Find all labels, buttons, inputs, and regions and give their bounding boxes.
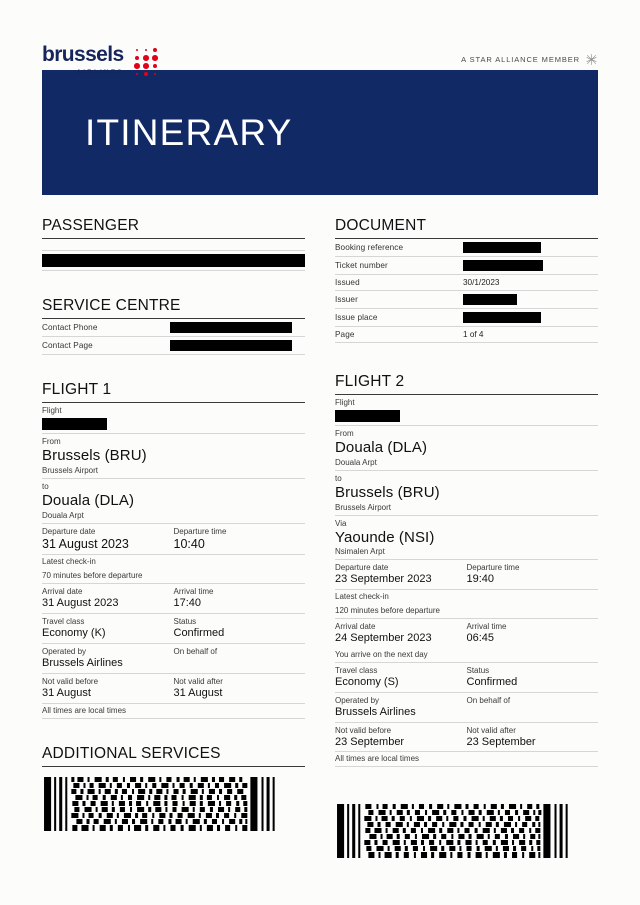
flight1-travel-class: Economy (K): [42, 627, 106, 640]
contact-phone-label: Contact Phone: [42, 323, 98, 332]
passenger-name-redacted: [42, 254, 305, 267]
flight1-checkin-label: Latest check-in: [42, 557, 96, 567]
flight2-from-city: Douala (DLA): [335, 439, 428, 456]
flight2-next-day-note: You arrive on the next day: [335, 648, 598, 663]
star-alliance-star-icon: [585, 53, 598, 66]
issuer-redacted: [463, 294, 517, 305]
flight1-number-redacted: [42, 418, 107, 430]
flight1-travel-class-label: Travel class: [42, 617, 85, 627]
itinerary-banner: [42, 70, 598, 195]
flight2-not-valid-before-label: Not valid before: [335, 725, 392, 735]
flight2-via-city: Yaounde (NSI): [335, 528, 435, 546]
flight2-arrival-date: 24 September 2023: [335, 632, 432, 645]
flight2-from-label: From: [335, 429, 354, 438]
issuer-label: Issuer: [335, 295, 358, 304]
flight2-validity-row: [335, 723, 598, 753]
flight1-status-label: Status: [173, 617, 197, 627]
flight2-arrival-row: [335, 619, 598, 648]
contact-page-redacted: [170, 340, 292, 351]
contact-page-label: Contact Page: [42, 341, 93, 350]
flight1-on-behalf-label: On behalf of: [173, 647, 218, 657]
logo-wordmark: brussels: [42, 43, 124, 66]
issued-label: Issued: [335, 278, 360, 287]
flight1-from-airport: Brussels Airport: [42, 466, 305, 479]
star-alliance-label: A STAR ALLIANCE MEMBER: [461, 55, 580, 64]
flight2-travel-class-label: Travel class: [335, 665, 378, 675]
flight2-travel-class: Economy (S): [335, 675, 399, 688]
flight2-operated-by: Brussels Airlines: [335, 705, 416, 718]
flight1-footer-note: All times are local times: [42, 704, 305, 719]
table-row: [335, 291, 598, 309]
additional-services-heading: ADDITIONAL SERVICES: [42, 745, 305, 767]
flight1-not-valid-before-label: Not valid before: [42, 676, 99, 686]
flight1-arrival-time-label: Arrival time: [173, 587, 214, 597]
flight2-operator-row: [335, 693, 598, 723]
table-row: [335, 257, 598, 275]
flight1-not-valid-before: 31 August: [42, 686, 91, 699]
brussels-airlines-logo: [42, 44, 160, 78]
contact-phone-redacted: [170, 322, 292, 333]
issue-place-label: Issue place: [335, 313, 378, 322]
flight2-via-label: Via: [335, 518, 347, 528]
status-badge: Confirmed: [466, 675, 518, 688]
flight1-on-behalf-of: [174, 656, 306, 658]
star-alliance-badge: [461, 53, 598, 66]
table-row: [335, 275, 598, 291]
logo-subtext: AIRLINES: [76, 69, 124, 76]
status-badge: Confirmed: [173, 627, 225, 640]
flight2-departure-row: [335, 560, 598, 590]
issued-value: 30/1/2023: [463, 278, 500, 287]
flight1-operated-by: Brussels Airlines: [42, 657, 123, 670]
right-column: [335, 217, 598, 865]
issue-place-redacted: [463, 312, 541, 323]
flight2-to-city: Brussels (BRU): [335, 483, 440, 501]
flight2-class-row: [335, 663, 598, 693]
additional-services-barcode-right: [335, 802, 598, 860]
flight1-checkin-value: 70 minutes before departure: [42, 569, 305, 584]
flight2-arrival-time-label: Arrival time: [466, 622, 507, 632]
flight1-operated-by-label: Operated by: [42, 647, 87, 657]
flight2-not-valid-before: 23 September: [335, 735, 405, 748]
flight2-from-airport: Douala Arpt: [335, 458, 598, 471]
table-row: [42, 319, 305, 337]
flight2-number-redacted: [335, 410, 400, 422]
flight1-arrival-date: 31 August 2023: [42, 597, 119, 610]
flight2-checkin-value: 120 minutes before departure: [335, 604, 598, 619]
flight2-number-row: [335, 408, 598, 426]
passenger-name-row: [42, 250, 305, 271]
flight2-to-airport: Brussels Airport: [335, 503, 598, 516]
flight2-status-label: Status: [466, 665, 490, 675]
flight2-operated-by-label: Operated by: [335, 695, 380, 705]
flight2-checkin-label: Latest check-in: [335, 592, 389, 602]
table-row: [42, 337, 305, 355]
left-column: [42, 217, 305, 865]
flight2-departure-time-label: Departure time: [466, 563, 520, 573]
flight2-to-label: to: [335, 473, 342, 483]
flight2-via-airport: Nsimalen Arpt: [335, 547, 598, 560]
flight1-departure-time: 10:40: [173, 536, 205, 551]
additional-services-section: [42, 745, 305, 838]
ticket-number-redacted: [463, 260, 543, 271]
page-value: 1 of 4: [463, 330, 484, 339]
document-heading: DOCUMENT: [335, 217, 598, 239]
table-row: [335, 239, 598, 257]
flight2-departure-time: 19:40: [466, 573, 495, 586]
content-columns: [42, 217, 598, 865]
flight1-from-label: From: [42, 437, 61, 446]
page-title: ITINERARY: [85, 111, 293, 153]
additional-services-barcode-left: [42, 775, 305, 833]
flight2-arrival-date-label: Arrival date: [335, 622, 376, 632]
flight1-operator-row: [42, 644, 305, 674]
flight1-number-label: Flight: [42, 406, 62, 415]
flight1-arrival-date-label: Arrival date: [42, 587, 83, 597]
flight2-on-behalf-of: [467, 705, 599, 707]
flight1-departure-date-label: Departure date: [42, 526, 96, 536]
logo-dots-icon: [133, 46, 160, 78]
flight1-number-row: [42, 416, 305, 434]
flight2-not-valid-after-label: Not valid after: [466, 725, 516, 735]
table-row: [335, 309, 598, 327]
booking-reference-redacted: [463, 242, 541, 253]
page-label: Page: [335, 330, 355, 339]
document-header: [42, 0, 598, 76]
flight1-arrival-time: 17:40: [173, 597, 202, 610]
flight1-departure-row: [42, 524, 305, 556]
flight1-from-city: Brussels (BRU): [42, 447, 147, 464]
flight2-departure-date: 23 September 2023: [335, 573, 432, 586]
flight1-heading: FLIGHT 1: [42, 381, 305, 403]
service-centre-heading: SERVICE CENTRE: [42, 297, 305, 319]
flight1-departure-time-label: Departure time: [173, 526, 227, 536]
flight1-arrival-row: [42, 584, 305, 614]
flight1-class-row: [42, 614, 305, 644]
flight2-arrival-time: 06:45: [466, 632, 495, 645]
flight1-to-city: Douala (DLA): [42, 491, 135, 509]
flight1-not-valid-after-label: Not valid after: [173, 676, 223, 686]
ticket-number-label: Ticket number: [335, 261, 388, 270]
booking-reference-label: Booking reference: [335, 243, 404, 252]
flight1-validity-row: [42, 674, 305, 704]
flight1-not-valid-after: 31 August: [173, 686, 223, 699]
flight2-not-valid-after: 23 September: [466, 735, 536, 748]
flight1-to-label: to: [42, 481, 49, 491]
flight2-heading: FLIGHT 2: [335, 373, 598, 395]
flight1-departure-date: 31 August 2023: [42, 536, 129, 551]
flight1-to-airport: Douala Arpt: [42, 511, 305, 524]
flight2-number-label: Flight: [335, 398, 355, 407]
table-row: [335, 327, 598, 343]
passenger-heading: PASSENGER: [42, 217, 305, 239]
flight2-footer-note: All times are local times: [335, 752, 598, 767]
flight2-departure-date-label: Departure date: [335, 563, 389, 573]
flight2-on-behalf-label: On behalf of: [466, 695, 511, 705]
